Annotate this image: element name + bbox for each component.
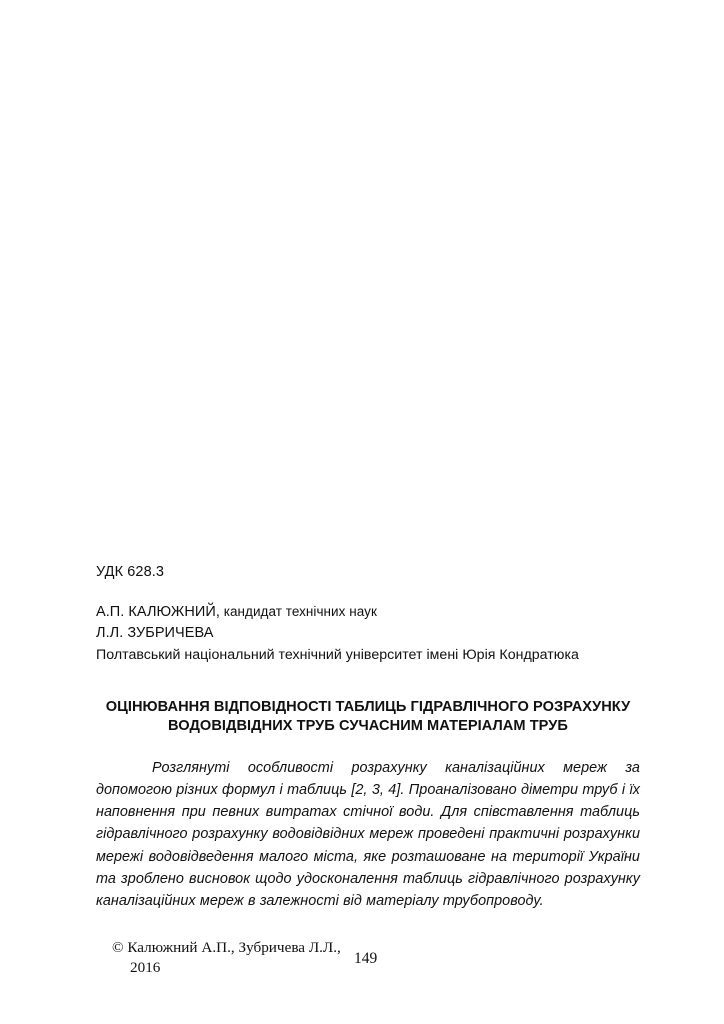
page-number: 149 — [354, 950, 378, 967]
copyright-notice — [112, 938, 352, 978]
author-line-2 — [96, 623, 640, 644]
title-line-1: ОЦІНЮВАННЯ ВІДПОВІДНОСТІ ТАБЛИЦЬ ГІДРАВЛІЧНОГО РОЗРАХУНКУ — [105, 698, 631, 715]
author-name-2: Л.Л. ЗУБРИЧЕВА — [96, 624, 214, 641]
author-line-1 — [96, 602, 640, 623]
author-degree-1: кандидат технічних наук — [219, 604, 377, 619]
article-content — [96, 563, 640, 913]
page-title — [96, 698, 640, 736]
author-block — [96, 602, 640, 643]
copyright-text: © Калюжний А.П., Зубричева Л.Л., — [112, 939, 341, 956]
footer-row — [96, 938, 496, 978]
affiliation: Полтавський національний технічний університет імені Юрія Кондратюка — [96, 647, 579, 663]
abstract-text: Розглянуті особливості розрахунку каналізаційних мереж за допомогою різних формул і таблиць [2, 3, 4]. Проаналізовано діметри труб і їх наповнення при певних витратах стічної води. Для співставлення таблиць гідравлічного розрахунку водовідвідних мереж проведені практичні розрахунки мережі водовідведення малого міста, яке розташоване на території України та зроблено висновок щодо удосконалення таблиць гідравлічного розрахунку каналізаційних мереж в залежності від матеріалу трубопроводу. — [96, 759, 640, 910]
udk-code: УДК 628.3 — [96, 564, 165, 580]
title-line-2: ВОДОВІДВІДНИХ ТРУБ СУЧАСНИМ МАТЕРІАЛАМ ТРУБ — [168, 717, 568, 734]
page-footer — [96, 938, 496, 978]
author-name-1: А.П. КАЛЮЖНИЙ, — [96, 604, 220, 620]
copyright-year: 2016 — [130, 959, 161, 976]
